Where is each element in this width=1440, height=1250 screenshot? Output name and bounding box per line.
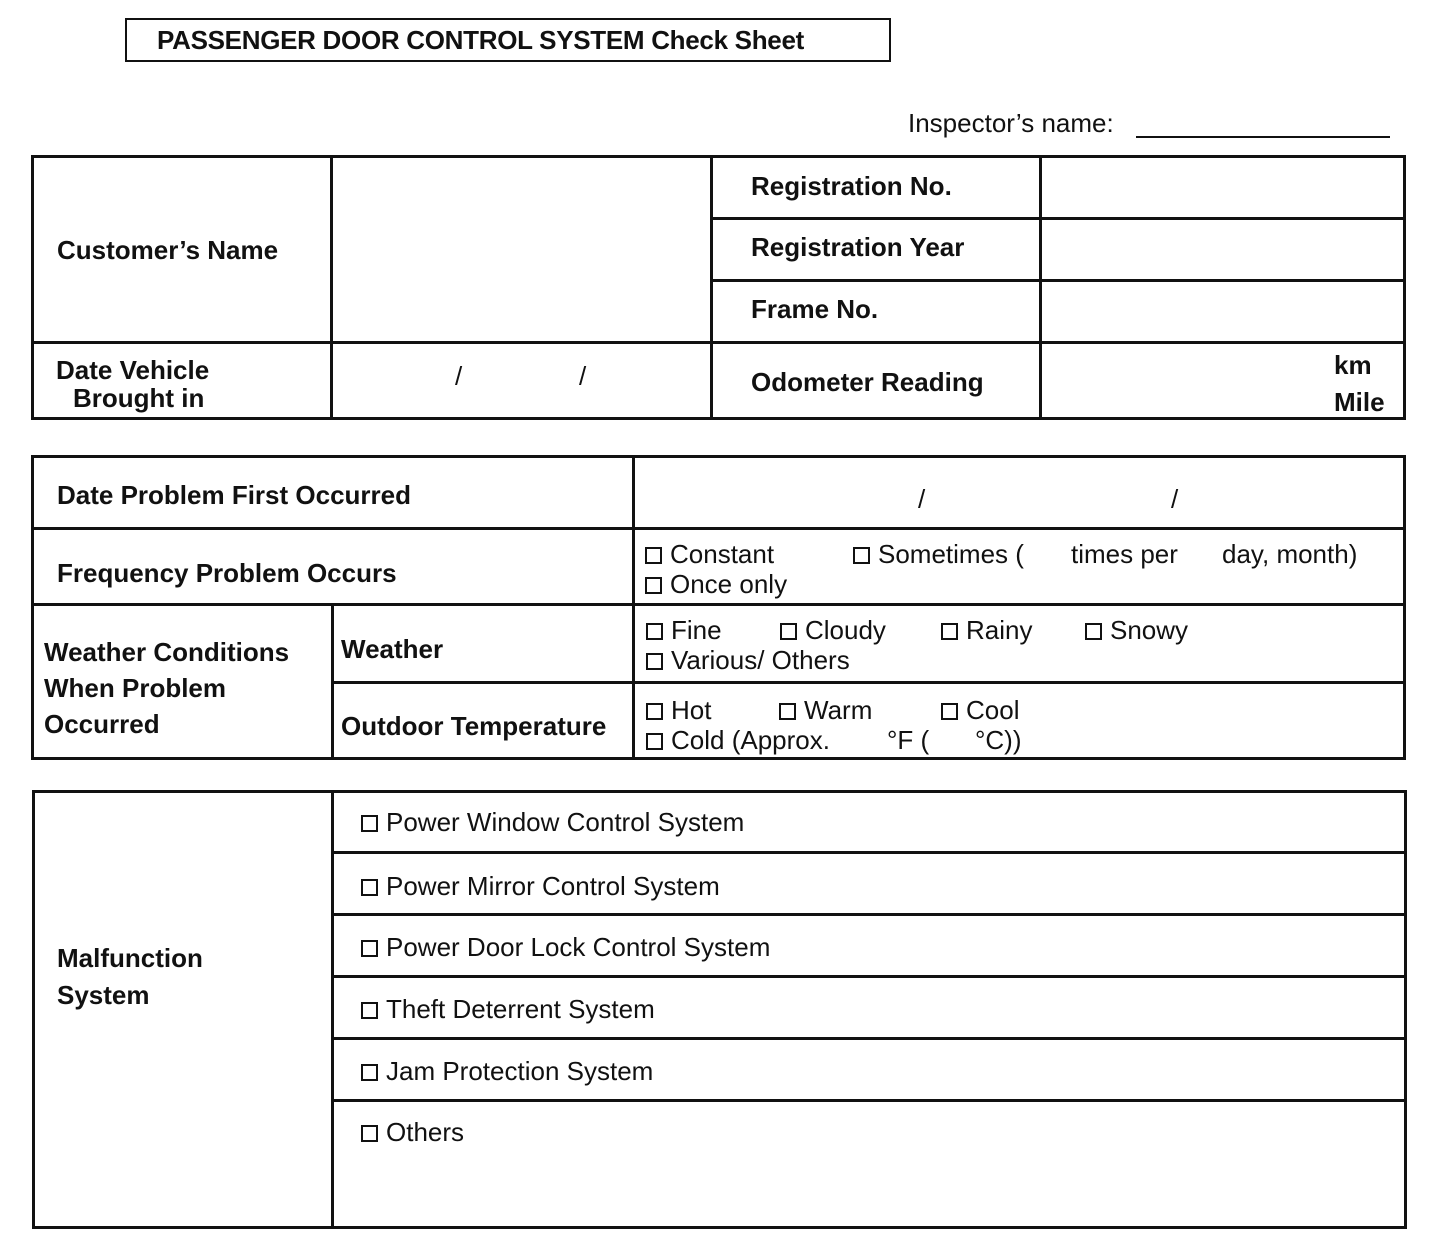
option-jam-protection[interactable]: Jam Protection System (361, 1056, 653, 1087)
checkbox-icon[interactable] (1085, 623, 1102, 640)
weather-conditions-label: Weather Conditions When Problem Occurred (44, 637, 290, 739)
registration-year-field[interactable] (1043, 221, 1401, 278)
unit-mile: Mile (1334, 387, 1385, 417)
checkbox-icon[interactable] (941, 623, 958, 640)
date-separator: / (1171, 484, 1179, 514)
weather-label: Weather (341, 634, 444, 664)
option-power-mirror[interactable]: Power Mirror Control System (361, 871, 720, 902)
option-cool[interactable]: Cool (941, 695, 1019, 726)
date-vehicle-label: Date Vehicle Brought in (56, 355, 210, 413)
option-power-door-lock[interactable]: Power Door Lock Control System (361, 932, 770, 963)
date-separator: / (455, 361, 463, 391)
option-constant[interactable]: Constant (645, 539, 774, 570)
option-snowy[interactable]: Snowy (1085, 615, 1188, 646)
frame-no-label: Frame No. (751, 294, 879, 324)
option-theft-deterrent[interactable]: Theft Deterrent System (361, 994, 655, 1025)
inspector-label: Inspector’s name: (908, 108, 1114, 138)
unit-km: km (1334, 350, 1372, 380)
date-separator: / (579, 361, 587, 391)
fahrenheit-label: °F ( (887, 725, 930, 755)
option-cloudy[interactable]: Cloudy (780, 615, 886, 646)
option-warm[interactable]: Warm (779, 695, 872, 726)
date-separator: / (918, 484, 926, 514)
option-cold[interactable]: Cold (Approx. (646, 725, 830, 756)
checkbox-icon[interactable] (361, 815, 378, 832)
checkbox-icon[interactable] (361, 1002, 378, 1019)
option-others[interactable]: Others (361, 1117, 464, 1148)
registration-year-label: Registration Year (751, 232, 965, 262)
checkbox-icon[interactable] (941, 703, 958, 720)
option-rainy[interactable]: Rainy (941, 615, 1032, 646)
checkbox-icon[interactable] (645, 547, 662, 564)
option-power-window[interactable]: Power Window Control System (361, 807, 744, 838)
checkbox-icon[interactable] (780, 623, 797, 640)
registration-no-field[interactable] (1043, 159, 1401, 216)
date-vehicle-field[interactable] (334, 345, 708, 416)
checkbox-icon[interactable] (361, 1064, 378, 1081)
inspector-name-field[interactable] (1136, 136, 1390, 138)
malfunction-system-label: Malfunction System (57, 943, 203, 1010)
odometer-label: Odometer Reading (751, 367, 984, 397)
checkbox-icon[interactable] (646, 733, 663, 750)
customer-name-field[interactable] (334, 159, 708, 340)
checkbox-icon[interactable] (853, 547, 870, 564)
outdoor-temperature-label: Outdoor Temperature (341, 711, 607, 741)
checkbox-icon[interactable] (779, 703, 796, 720)
checkbox-icon[interactable] (645, 577, 662, 594)
times-per-label: times per (1071, 539, 1178, 569)
option-fine[interactable]: Fine (646, 615, 722, 646)
day-month-label: day, month) (1222, 539, 1358, 569)
option-various-others[interactable]: Various/ Others (646, 645, 850, 676)
option-sometimes[interactable]: Sometimes ( (853, 539, 1024, 570)
checkbox-icon[interactable] (646, 653, 663, 670)
checkbox-icon[interactable] (361, 879, 378, 896)
celsius-label: °C)) (975, 725, 1022, 755)
checkbox-icon[interactable] (646, 703, 663, 720)
sheet-title: PASSENGER DOOR CONTROL SYSTEM Check Sheet (125, 18, 891, 62)
checkbox-icon[interactable] (361, 940, 378, 957)
frequency-label: Frequency Problem Occurs (57, 558, 397, 588)
checkbox-icon[interactable] (646, 623, 663, 640)
date-problem-field[interactable] (636, 459, 1401, 526)
date-problem-label: Date Problem First Occurred (57, 480, 411, 510)
checkbox-icon[interactable] (361, 1125, 378, 1142)
registration-no-label: Registration No. (751, 171, 952, 201)
frame-no-field[interactable] (1043, 283, 1401, 340)
customer-name-label: Customer’s Name (57, 235, 279, 265)
option-once-only[interactable]: Once only (645, 569, 787, 600)
option-hot[interactable]: Hot (646, 695, 711, 726)
